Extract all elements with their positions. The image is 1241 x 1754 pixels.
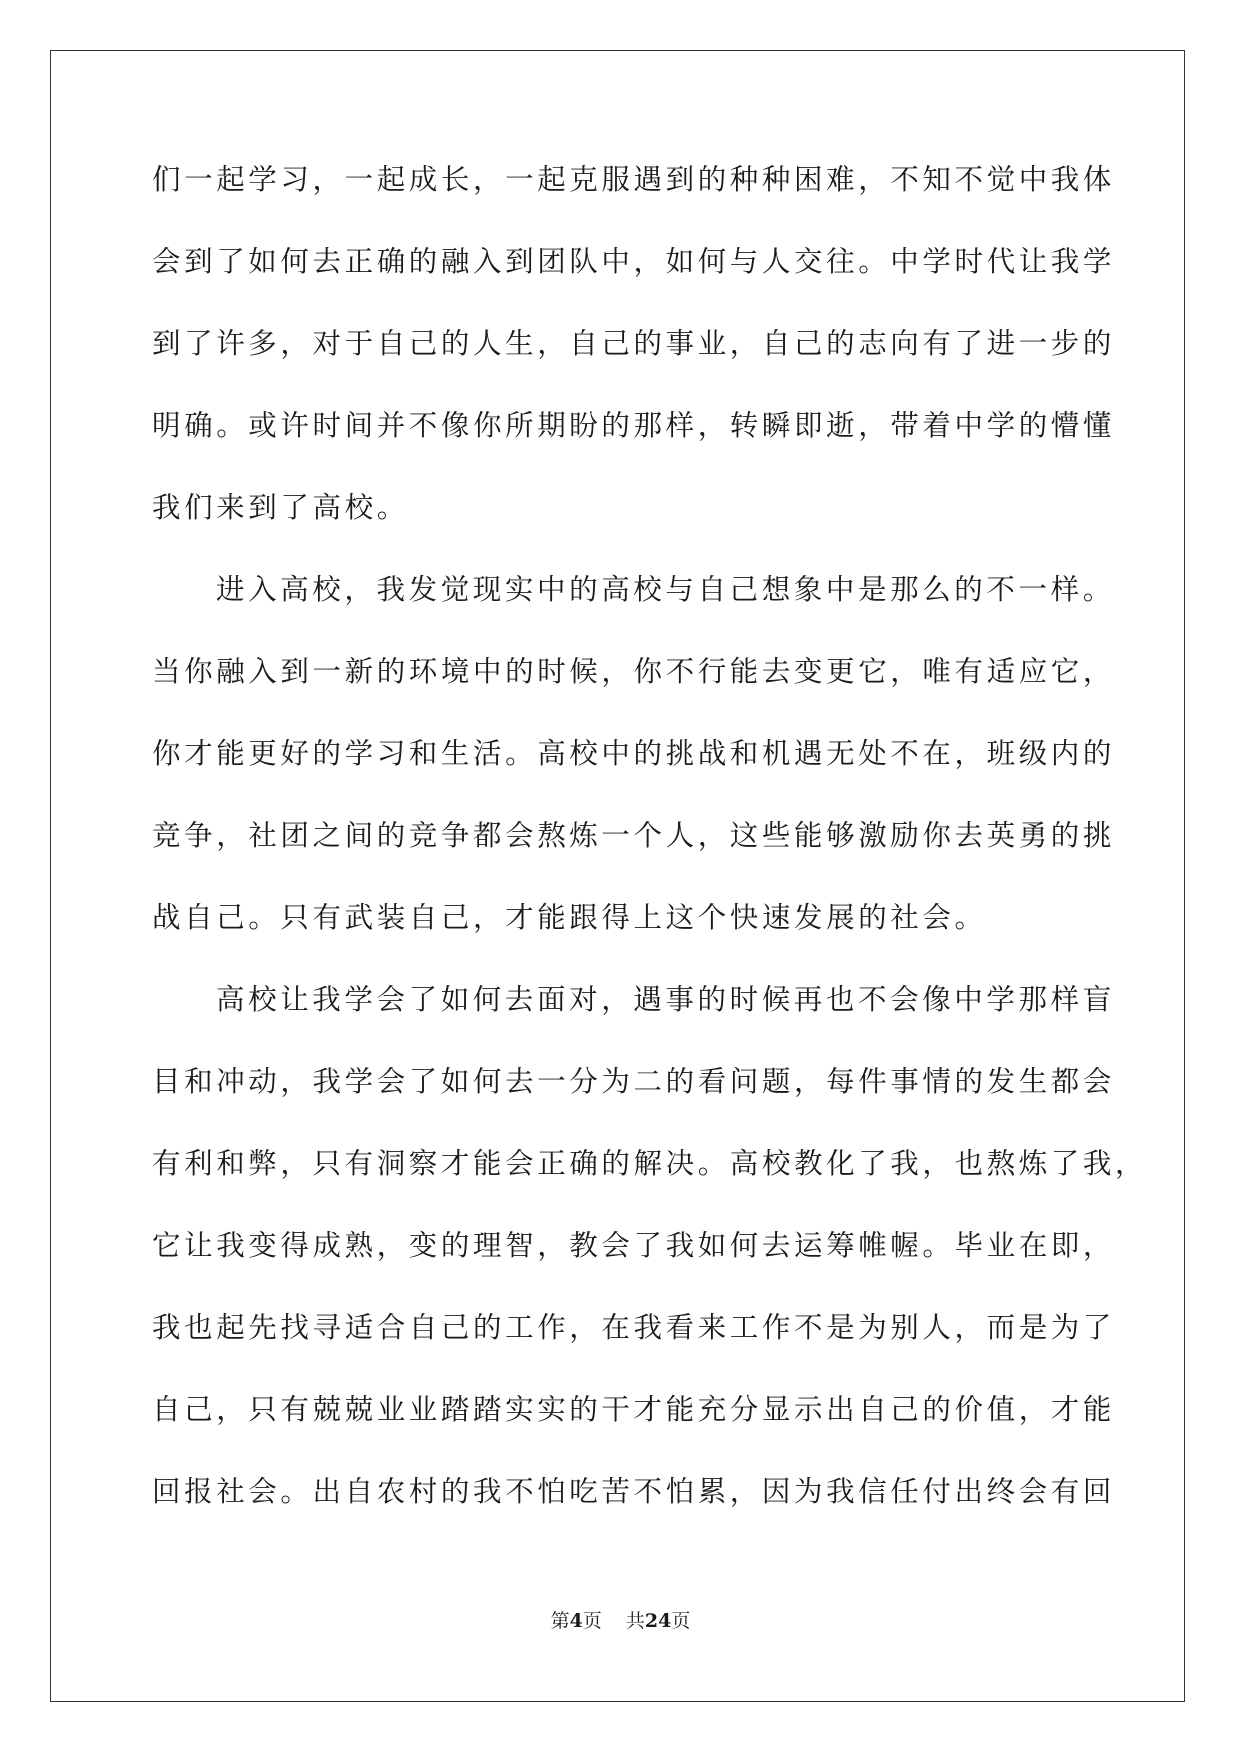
text-line: 会到了如何去正确的融入到团队中，如何与人交往。中学时代让我学 — [152, 245, 1116, 278]
text-line: 有利和弊，只有洞察才能会正确的解决。高校教化了我，也熬炼了我， — [152, 1147, 1148, 1180]
text-line: 竞争，社团之间的竞争都会熬炼一个人，这些能够激励你去英勇的挑 — [152, 819, 1116, 852]
text-line: 自己，只有兢兢业业踏踏实实的干才能充分显示出自己的价值，才能 — [152, 1393, 1116, 1426]
page-border — [50, 50, 1185, 1702]
paragraph-start-line: 进入高校，我发觉现实中的高校与自己想象中是那么的不一样。 — [216, 573, 1115, 606]
page-footer — [0, 1609, 1241, 1633]
page-suffix: 页 — [582, 1610, 602, 1632]
text-line: 到了许多，对于自己的人生，自己的事业，自己的志向有了进一步的 — [152, 327, 1116, 360]
paragraph-start-line: 高校让我学会了如何去面对，遇事的时候再也不会像中学那样盲 — [216, 983, 1115, 1016]
text-line: 们一起学习，一起成长，一起克服遇到的种种困难，不知不觉中我体 — [152, 163, 1116, 196]
text-line: 它让我变得成熟，变的理智，教会了我如何去运筹帷幄。毕业在即， — [152, 1229, 1116, 1262]
text-line: 目和冲动，我学会了如何去一分为二的看问题，每件事情的发生都会 — [152, 1065, 1116, 1098]
page-prefix: 第 — [550, 1610, 570, 1632]
text-line: 你才能更好的学习和生活。高校中的挑战和机遇无处不在，班级内的 — [152, 737, 1116, 770]
text-line: 当你融入到一新的环境中的时候，你不行能去变更它，唯有适应它， — [152, 655, 1116, 688]
total-prefix: 共 — [625, 1610, 645, 1632]
text-line: 我们来到了高校。 — [152, 491, 409, 524]
text-line: 我也起先找寻适合自己的工作，在我看来工作不是为别人，而是为了 — [152, 1311, 1116, 1344]
page-number: 4 — [569, 1610, 583, 1632]
text-line: 明确。或许时间并不像你所期盼的那样，转瞬即逝，带着中学的懵懂 — [152, 409, 1116, 442]
text-line: 回报社会。出自农村的我不怕吃苦不怕累，因为我信任付出终会有回 — [152, 1475, 1116, 1508]
total-pages: 24 — [644, 1610, 672, 1632]
text-line: 战自己。只有武装自己，才能跟得上这个快速发展的社会。 — [152, 901, 987, 934]
total-suffix: 页 — [671, 1610, 691, 1632]
